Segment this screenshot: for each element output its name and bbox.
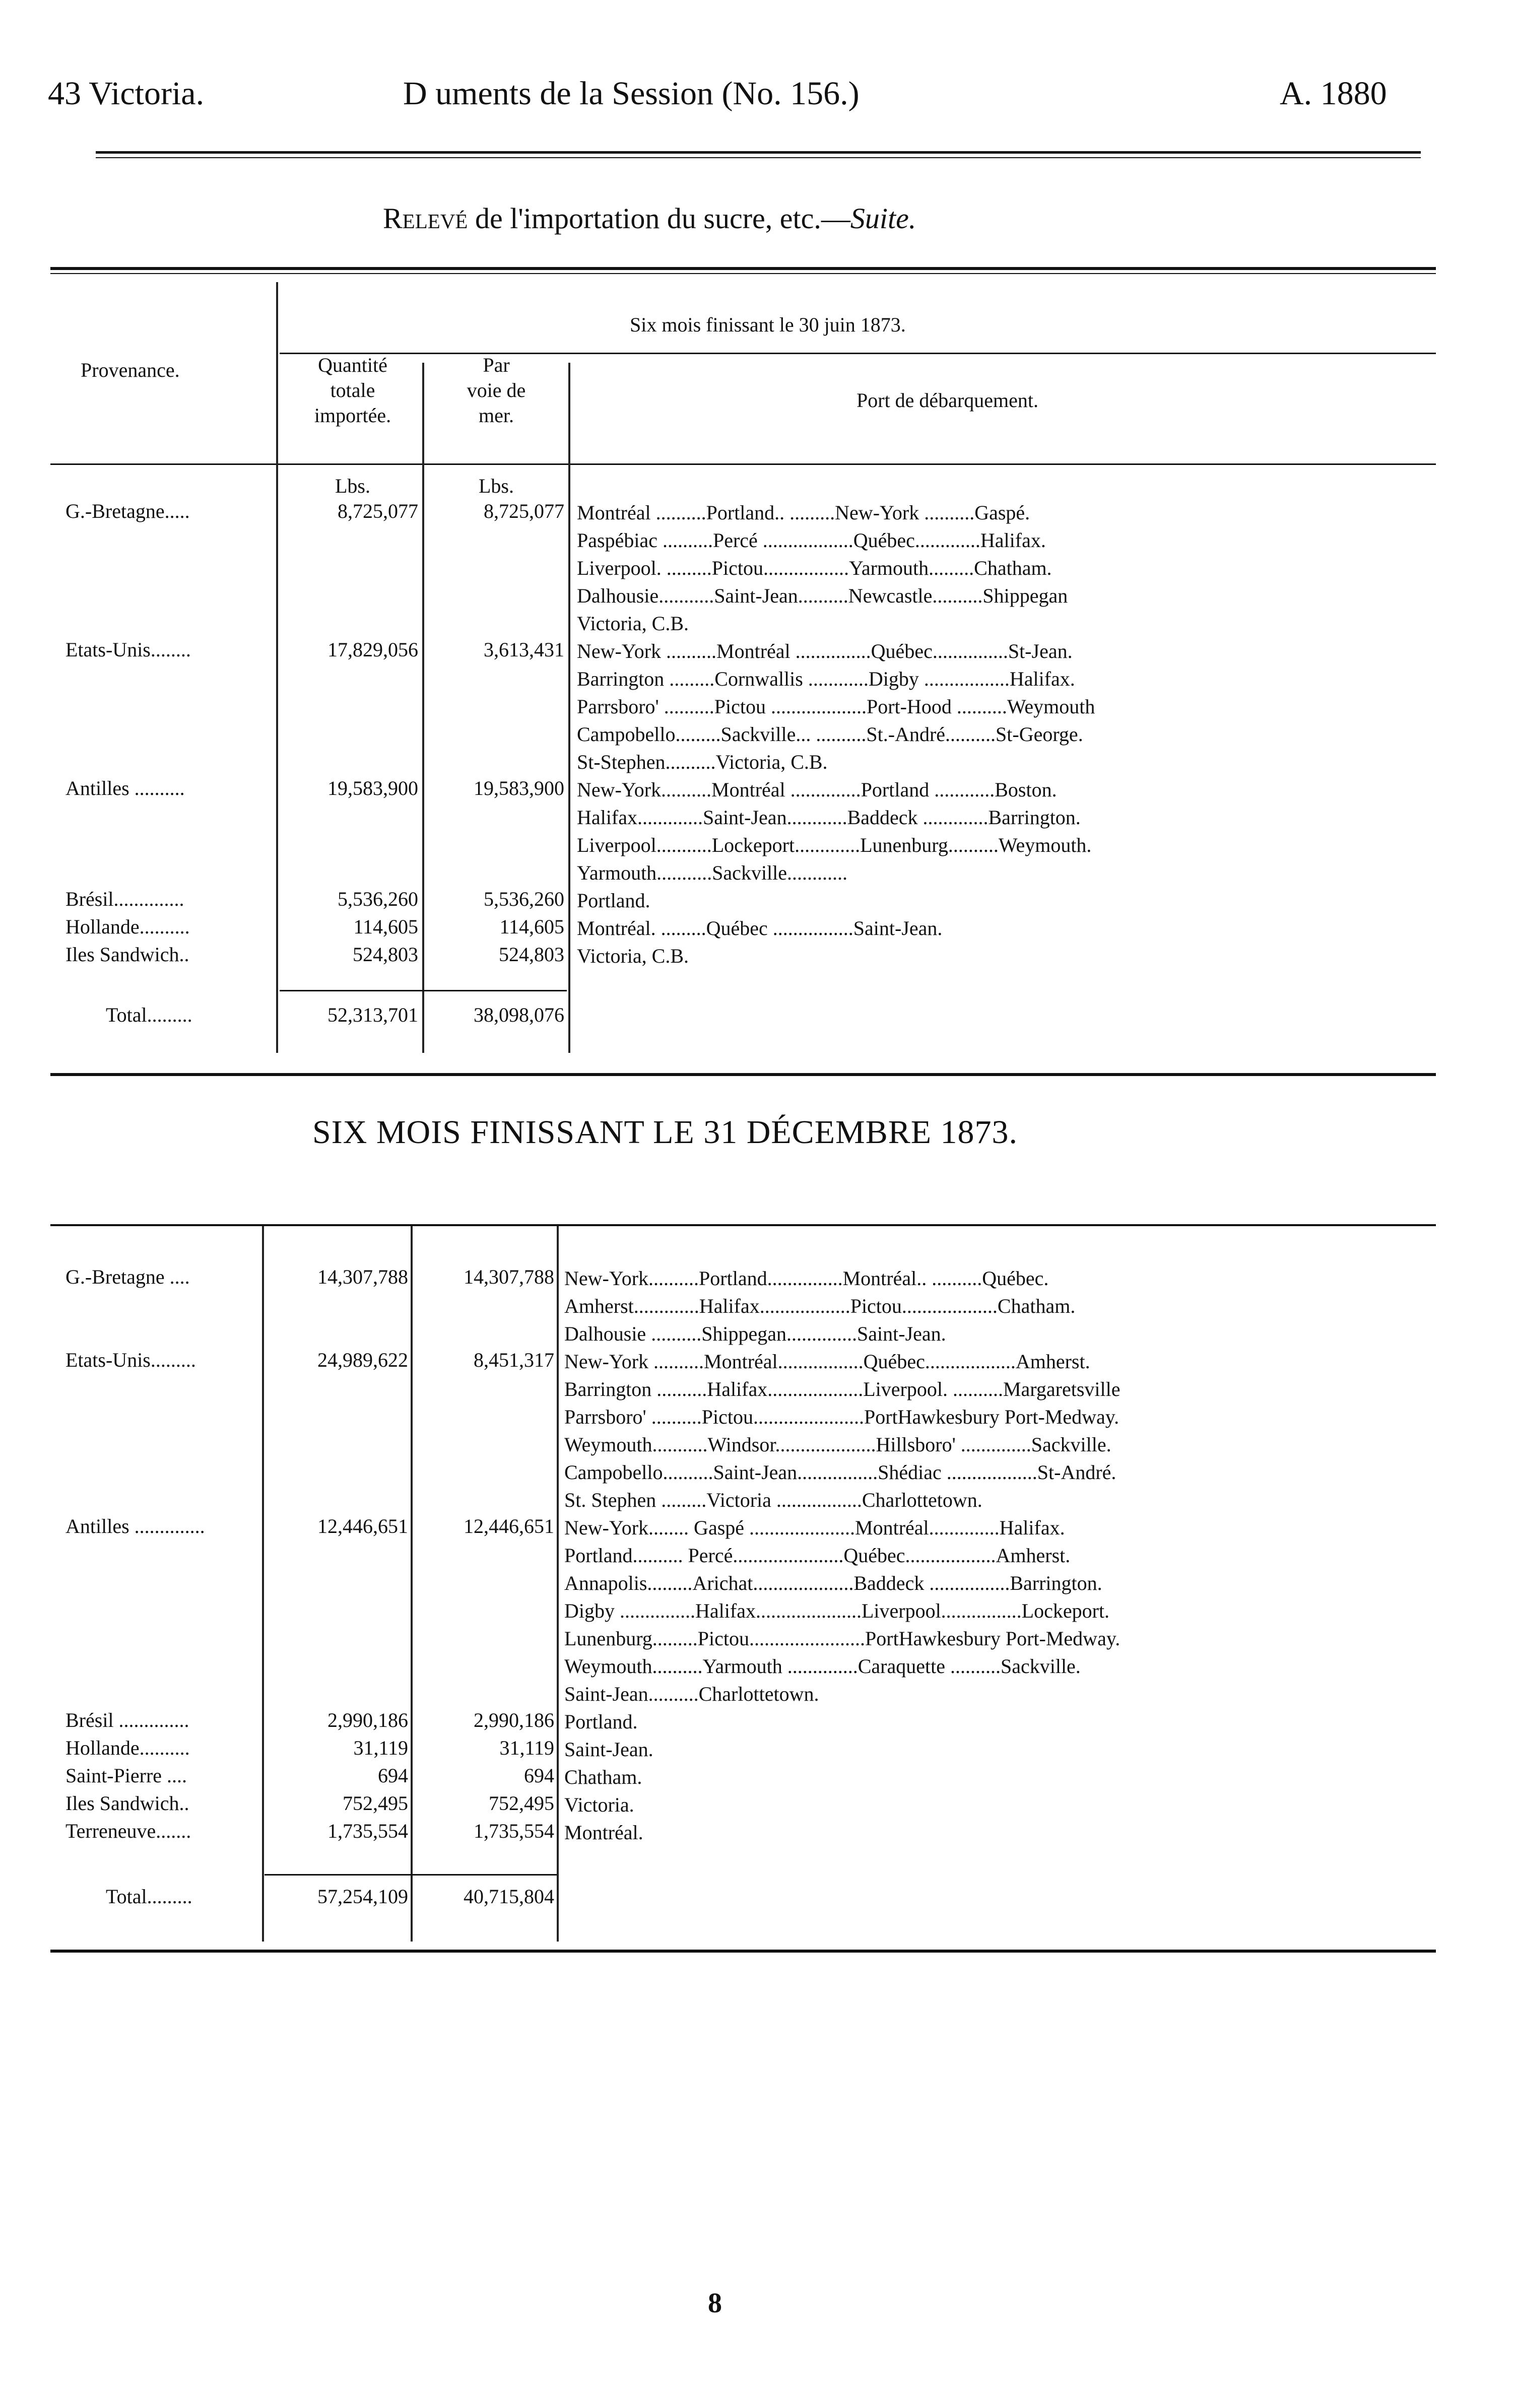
row-provenance: Hollande..........	[65, 1736, 190, 1759]
row-provenance: Brésil ..............	[65, 1709, 189, 1731]
row-port-line: Weymouth...........Windsor....................Hillsboro' ..............Sackville.	[564, 1433, 1111, 1456]
table1-total-rule	[280, 990, 567, 991]
row-port-line: Lunenburg.........Pictou.......................PortHawkesbury Port-Medway.	[564, 1627, 1121, 1650]
row-port-line: Campobello..........Saint-Jean................Shédiac ..................St-André.	[564, 1461, 1116, 1484]
row-provenance: Terreneuve.......	[65, 1820, 191, 1842]
col-par	[433, 353, 559, 428]
row-port-line: Victoria, C.B.	[577, 612, 689, 635]
row-port-line: Yarmouth...........Sackville............	[577, 861, 848, 884]
table2-vline-3	[557, 1226, 559, 1942]
row-port-line: Amherst.............Halifax..................Pictou...................Chatham.	[564, 1295, 1076, 1317]
header-rule-thin	[96, 157, 1421, 158]
col-par-l2: voie de	[467, 379, 526, 402]
row-provenance: Saint-Pierre ....	[65, 1764, 187, 1787]
table2-top-rule	[50, 1224, 1436, 1226]
units-qty: Lbs.	[335, 475, 370, 497]
row-port-line: Annapolis.........Arichat....................Baddeck ................Barrington.	[564, 1572, 1102, 1594]
table2-total-qty: 57,254,109	[317, 1885, 408, 1908]
row-port-line: St-Stephen..........Victoria, C.B.	[577, 751, 828, 773]
row-sea-quantity: 8,725,077	[484, 500, 564, 522]
row-quantity: 24,989,622	[317, 1349, 408, 1371]
row-port-line: Campobello.........Sackville... ..........St.-André..........St-George.	[577, 723, 1083, 746]
section2-title: SIX MOIS FINISSANT LE 31 DÉCEMBRE 1873.	[312, 1114, 1018, 1151]
row-sea-quantity: 694	[524, 1764, 554, 1787]
subtitle-suite: Suite.	[850, 202, 916, 235]
row-port-line: Liverpool. .........Pictou.................Yarmouth.........Chatham.	[577, 557, 1052, 579]
subtitle-releve: Relevé	[383, 202, 468, 235]
row-sea-quantity: 3,613,431	[484, 638, 564, 661]
row-quantity: 694	[378, 1764, 408, 1787]
col-quantite-l3: importée.	[314, 404, 391, 427]
table1-vline-2	[422, 363, 424, 1053]
table2-total-sea: 40,715,804	[464, 1885, 554, 1908]
row-port-line: Montréal.	[564, 1821, 643, 1844]
subtitle-rest: de l'importation du sucre, etc.—	[468, 202, 850, 235]
col-provenance: Provenance.	[81, 359, 180, 381]
row-sea-quantity: 114,605	[499, 915, 564, 938]
row-port-line: New-York ..........Montréal.................Québec..................Amherst.	[564, 1350, 1090, 1373]
col-quantite-l2: totale	[330, 379, 375, 402]
col-par-l3: mer.	[479, 404, 514, 427]
row-port-line: Weymouth..........Yarmouth ..............Caraquette ..........Sackville.	[564, 1655, 1081, 1678]
row-port-line: Victoria.	[564, 1793, 634, 1816]
row-port-line: Portland.......... Percé......................Québec..................Amherst.	[564, 1544, 1071, 1567]
row-provenance: G.-Bretagne ....	[65, 1265, 190, 1288]
table1-total-label: Total.........	[106, 1004, 192, 1026]
col-par-l1: Par	[483, 354, 510, 376]
row-port-line: Halifax.............Saint-Jean............Baddeck .............Barrington.	[577, 806, 1081, 829]
table1-vline-3	[568, 363, 570, 1053]
row-port-line: Montréal ..........Portland.. .........New-York ..........Gaspé.	[577, 501, 1030, 524]
row-port-line: Paspébiac ..........Percé ..................Québec.............Halifax.	[577, 529, 1046, 552]
row-port-line: Dalhousie ..........Shippegan..............Saint-Jean.	[564, 1322, 946, 1345]
table1-total-qty: 52,313,701	[327, 1004, 418, 1026]
table2-total-rule	[265, 1874, 557, 1876]
row-provenance: Etats-Unis.........	[65, 1349, 196, 1371]
row-sea-quantity: 8,451,317	[474, 1349, 554, 1371]
row-sea-quantity: 12,446,651	[464, 1515, 554, 1537]
table1-period: Six mois finissant le 30 juin 1873.	[630, 313, 906, 336]
row-sea-quantity: 14,307,788	[464, 1265, 554, 1288]
row-provenance: Etats-Unis........	[65, 638, 191, 661]
row-port-line: Montréal. .........Québec ................Saint-Jean.	[577, 917, 943, 940]
table2-vline-1	[262, 1226, 264, 1942]
subtitle	[383, 202, 916, 235]
table1-total-sea: 38,098,076	[474, 1004, 564, 1026]
row-quantity: 524,803	[353, 943, 418, 966]
row-port-line: New-York..........Montréal ..............Portland ............Boston.	[577, 778, 1057, 801]
table1-top-rule-thin	[50, 273, 1436, 274]
row-quantity: 14,307,788	[317, 1265, 408, 1288]
row-port-line: Barrington ..........Halifax...................Liverpool. ..........Margaretsville	[564, 1378, 1121, 1400]
header-center: D uments de la Session (No. 156.)	[403, 75, 860, 112]
row-port-line: Parrsboro' ..........Pictou......................PortHawkesbury Port-Medway.	[564, 1406, 1119, 1428]
row-quantity: 17,829,056	[327, 638, 418, 661]
table2-vline-2	[411, 1226, 413, 1942]
page-number: 8	[708, 2288, 722, 2319]
row-sea-quantity: 5,536,260	[484, 888, 564, 910]
col-quantite-l1: Quantité	[318, 354, 387, 376]
row-port-line: Saint-Jean.	[564, 1738, 653, 1761]
row-quantity: 12,446,651	[317, 1515, 408, 1537]
row-provenance: Hollande..........	[65, 915, 190, 938]
row-port-line: New-York........ Gaspé .....................Montréal..............Halifax.	[564, 1516, 1065, 1539]
row-provenance: Antilles ..........	[65, 777, 185, 799]
row-sea-quantity: 19,583,900	[474, 777, 564, 799]
table2-bottom-rule	[50, 1950, 1436, 1953]
row-provenance: Antilles ..............	[65, 1515, 205, 1537]
row-sea-quantity: 1,735,554	[474, 1820, 554, 1842]
row-port-line: Portland.	[564, 1710, 638, 1733]
row-quantity: 114,605	[353, 915, 418, 938]
row-port-line: Barrington .........Cornwallis ............Digby .................Halifax.	[577, 667, 1075, 690]
row-quantity: 2,990,186	[327, 1709, 408, 1731]
row-port-line: Parrsboro' ..........Pictou ...................Port-Hood ..........Weymouth	[577, 695, 1095, 718]
row-quantity: 31,119	[353, 1736, 408, 1759]
row-quantity: 5,536,260	[338, 888, 418, 910]
header-rule	[96, 151, 1421, 154]
row-quantity: 752,495	[343, 1792, 408, 1815]
row-provenance: Iles Sandwich..	[65, 1792, 189, 1815]
row-port-line: St. Stephen .........Victoria .................Charlottetown.	[564, 1489, 982, 1511]
row-sea-quantity: 524,803	[499, 943, 564, 966]
row-provenance: Brésil..............	[65, 888, 184, 910]
col-quantite	[290, 353, 416, 428]
table1-head-rule	[50, 463, 1436, 465]
row-port-line: Saint-Jean..........Charlottetown.	[564, 1683, 819, 1705]
row-port-line: Liverpool...........Lockeport.............Lunenburg..........Weymouth.	[577, 834, 1092, 856]
row-quantity: 19,583,900	[327, 777, 418, 799]
row-provenance: G.-Bretagne.....	[65, 500, 190, 522]
row-sea-quantity: 31,119	[499, 1736, 554, 1759]
row-port-line: Chatham.	[564, 1766, 642, 1788]
row-port-line: Victoria, C.B.	[577, 945, 689, 967]
table1-vline-1	[276, 282, 278, 1053]
units-sea: Lbs.	[479, 475, 514, 497]
row-sea-quantity: 752,495	[489, 1792, 554, 1815]
row-quantity: 8,725,077	[338, 500, 418, 522]
header-right: A. 1880	[1280, 75, 1387, 112]
row-provenance: Iles Sandwich..	[65, 943, 189, 966]
col-port: Port de débarquement.	[857, 389, 1038, 412]
row-port-line: Dalhousie...........Saint-Jean..........Newcastle..........Shippegan	[577, 584, 1068, 607]
row-port-line: Portland.	[577, 889, 650, 912]
table1-bottom-rule	[50, 1073, 1436, 1076]
row-quantity: 1,735,554	[327, 1820, 408, 1842]
row-sea-quantity: 2,990,186	[474, 1709, 554, 1731]
table1-top-rule	[50, 267, 1436, 270]
table2-total-label: Total.........	[106, 1885, 192, 1908]
row-port-line: Digby ...............Halifax.....................Liverpool................Lockeport.	[564, 1599, 1110, 1622]
row-port-line: New-York ..........Montréal ...............Québec...............St-Jean.	[577, 640, 1073, 662]
row-port-line: New-York..........Portland...............Montréal.. ..........Québec.	[564, 1267, 1049, 1290]
header-left: 43 Victoria.	[48, 75, 205, 112]
